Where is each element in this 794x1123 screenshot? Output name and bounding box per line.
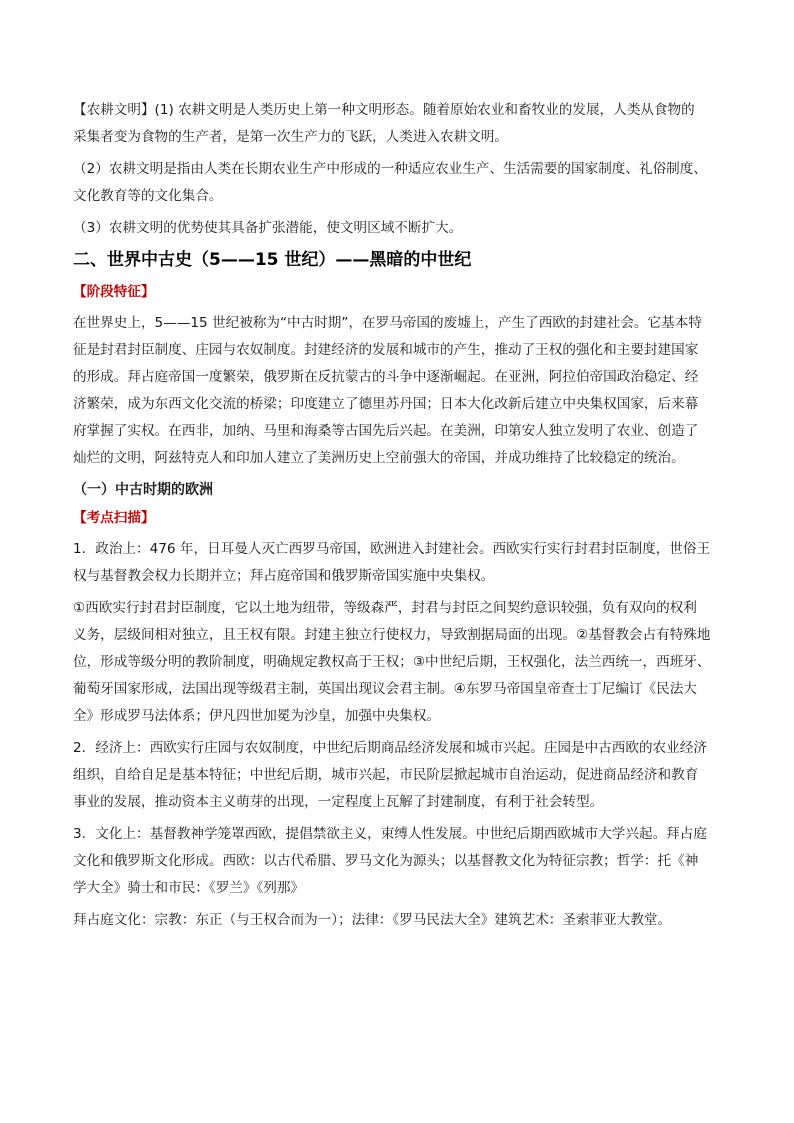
text-line: 济繁荣，成为东西文化交流的桥梁；印度建立了德里苏丹国；日本大化改新后建立中央集权国家，后来幕 [73, 396, 699, 412]
text-line: 1．政治上：476 年，日耳曼人灭亡西罗马帝国，欧洲进入封建社会。西欧实行实行封君封臣制度，世俗王 [73, 541, 711, 557]
paragraph-nonggeng-2 [73, 156, 733, 210]
subsection-heading-europe: （一）中古时期的欧洲 [73, 482, 213, 498]
text-line: 灿烂的文明，阿兹特克人和印加人建立了美洲历史上空前强大的帝国，并成功维持了比较稳定的统治。 [73, 450, 685, 466]
exam-scan-tag: 【考点扫描】 [73, 510, 155, 526]
text-line: 府掌握了实权。在西非，加纳、马里和海桑等古国先后兴起。在美洲，印第安人独立发明了农业、创造了 [73, 423, 699, 439]
text-line: 3．文化上：基督教神学笼罩西欧，提倡禁欲主义，束缚人性发展。中世纪后期西欧城市大学兴起。拜占庭 [73, 826, 707, 842]
paragraph-politics [73, 536, 733, 590]
text-line: 拜占庭文化：宗教：东正（与王权合而为一）；法律：《罗马民法大全》建筑艺术：圣索菲亚大教堂。 [73, 912, 672, 928]
text-line: 征是封君封臣制度、庄园与农奴制度。封建经济的发展和城市的产生，推动了王权的强化和主要封建国家 [73, 342, 699, 358]
text-line: 【农耕文明】(1) 农耕文明是人类历史上第一种文明形态。随着原始农业和畜牧业的发展，人类从食物的 [73, 102, 695, 118]
paragraph-culture [73, 821, 733, 902]
text-line: 文化和俄罗斯文化形成。西欧：以古代希腊、罗马文化为源头；以基督教文化为特征宗教；哲学：托《神 [73, 853, 699, 869]
stage-feature-tag: 【阶段特征】 [73, 284, 155, 300]
text-line: 采集者变为食物的生产者，是第一次生产力的飞跃，人类进入农耕文明。 [73, 129, 508, 145]
text-line: 在世界史上，5——15 世纪被称为“中古时期”，在罗马帝国的废墟上，产生了西欧的封建社会。它基本特 [73, 315, 702, 331]
text-line: 葡萄牙国家形成，法国出现等级君主制，英国出现议会君主制。④东罗马帝国皇帝查士丁尼编订《民法大 [73, 681, 697, 697]
text-line: （2）农耕文明是指由人类在长期农业生产中形成的一种适应农业生产、生活需要的国家制度、礼俗制度、 [73, 161, 707, 177]
text-line: 位，形成等级分明的教阶制度，明确规定教权高于王权；③中世纪后期，王权强化，法兰西统一，西班牙、 [73, 654, 711, 670]
section-heading-medieval: 二、世界中古史（5——15 世纪）——黑暗的中世纪 [73, 250, 472, 270]
text-line: （3）农耕文明的优势使其具备扩张潜能，使文明区域不断扩大。 [73, 220, 463, 236]
paragraph-stage-feature [73, 310, 733, 472]
paragraph-nonggeng-3 [73, 215, 733, 242]
text-line: ①西欧实行封君封臣制度，它以土地为纽带，等级森严，封君与封臣之间契约意识较强，负有双向的权利 [73, 600, 697, 616]
paragraph-economy [73, 735, 733, 816]
paragraph-nonggeng-1 [73, 97, 733, 151]
text-line: 文化教育等的文化集合。 [73, 188, 223, 204]
text-line: 事业的发展，推动资本主义萌芽的出现，一定程度上瓦解了封建制度，有利于社会转型。 [73, 794, 604, 810]
text-line: 组织，自给自足是基本特征；中世纪后期，城市兴起，市民阶层掀起城市自治运动，促进商品经济和教育 [73, 767, 699, 783]
text-line: 权与基督教会权力长期并立；拜占庭帝国和俄罗斯帝国实施中央集权。 [73, 568, 495, 584]
document-body [73, 97, 733, 939]
text-line: 学大全》骑士和市民：《罗兰》《列那》 [73, 880, 305, 896]
text-line: 2．经济上：西欧实行庄园与农奴制度，中世纪后期商品经济发展和城市兴起。庄园是中古西欧的农业经济 [73, 740, 707, 756]
paragraph-byzantine [73, 907, 733, 934]
text-line: 义务，层级间相对独立，且王权有限。封建主独立行使权力，导致割据局面的出现。②基督教会占有特殊地 [73, 627, 711, 643]
text-line: 的形成。拜占庭帝国一度繁荣，俄罗斯在反抗蒙古的斗争中逐渐崛起。在亚洲，阿拉伯帝国政治稳定、经 [73, 369, 699, 385]
text-line: 全》形成罗马法体系；伊凡四世加冕为沙皇，加强中央集权。 [73, 708, 441, 724]
paragraph-politics-detail [73, 595, 733, 730]
